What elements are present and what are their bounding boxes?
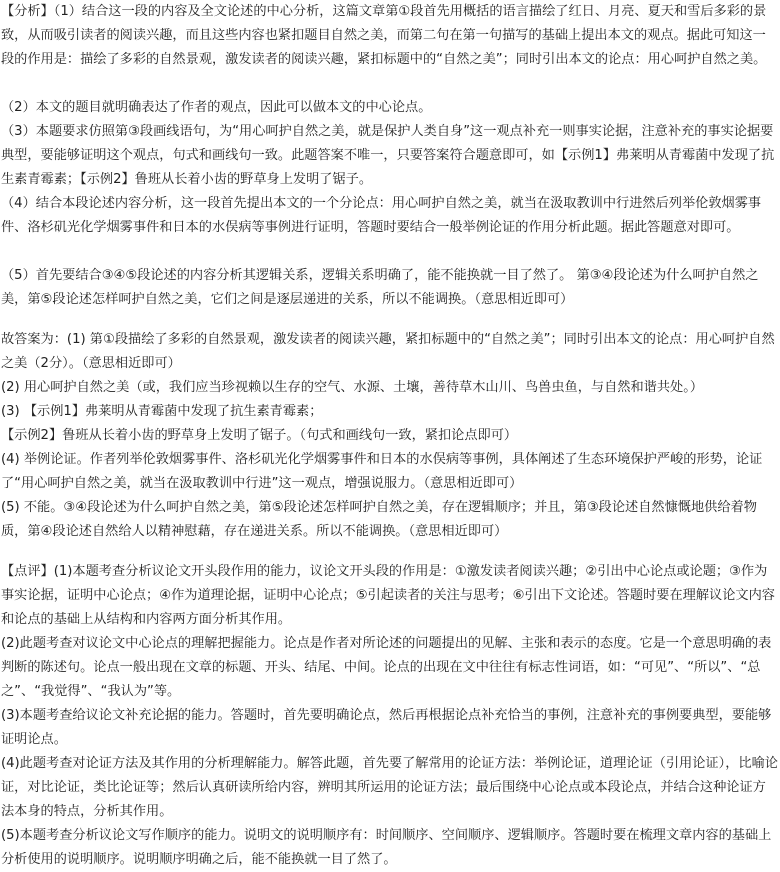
answer-4: (4) 举例论证。作者列举伦敦烟雾事件、洛杉矶光化学烟雾事件和日本的水俣病等事例，具体阐述了生态环境保护严峻的形势，论证了“用心呵护自然之美，就当在汲取教训中行进”这一观点，增强说服力。（意思相近即可） bbox=[1, 452, 763, 491]
answer-intro: 故答案为：(1) 第①段描绘了多彩的自然景观，激发读者的阅读兴趣，紧扣标题中的“自然之美”；同时引出本文的论点：用心呵护自然之美（2分）。（意思相近即可） bbox=[1, 332, 775, 371]
answer-3-example-1: (3) 【示例1】弗莱明从青霉菌中发现了抗生素青霉素； bbox=[1, 404, 323, 419]
answer-5: (5) 不能。③④段论述为什么呵护自然之美，第⑤段论述怎样呵护自然之美，存在逻辑顺序；并且，第③段论述自然慷慨地供给着物质，第④段论述自然给人以精神慰藉，存在递进关系。所以不能调换。（意思相近即可） bbox=[1, 500, 757, 539]
comment-4: (4)此题考查对论证方法及其作用的分析理解能力。解答此题，首先要了解常用的论证方法：举例论证，道理论证（引用论证），比喻论证，对比论证，类比论证等；然后认真研读所给内容，辨明其所运用的论证方法；最后围绕中心论点或本段论点，并结合这种论证方法本身的特点，分析其作用。 bbox=[1, 756, 778, 819]
comment-intro: 【点评】(1)本题考查分析议论文开头段作用的能力，议论文开头段的作用是：①激发读者阅读兴趣；②引出中心论点或论题；③作为事实论据，证明中心论点；④作为道理论据，证明中心论点；⑤引起读者的关注与思考；⑥引出下文论述。答题时要在理解议论文内容和论点的基础上从结构和内容两方面分析其作用。 bbox=[1, 564, 775, 627]
comment-5: (5)本题考查分析议论文写作顺序的能力。说明文的说明顺序有：时间顺序、空间顺序、逻辑顺序。答题时要在梳理文章内容的基础上分析使用的说明顺序。说明顺序明确之后，能不能换就一目了然了。 bbox=[1, 828, 772, 867]
analysis-item-2: （2）本文的题目就明确表达了作者的观点，因此可以做本文的中心论点。 bbox=[1, 100, 432, 115]
comment-2: (2)此题考查对议论文中心论点的理解把握能力。论点是作者对所论述的问题提出的见解、主张和表示的态度。它是一个意思明确的表判断的陈述句。论点一般出现在文章的标题、开头、结尾、中间。论点的出现在文中往往有标志性词语，如：“可见”、“所以”、“总之”、“我觉得”、“我认为”等。 bbox=[1, 636, 772, 699]
analysis-item-4: （4）结合本段论述内容分析，这一段首先提出本文的一个分论点：用心呵护自然之美，就当在汲取教训中行进然后列举伦敦烟雾事件、洛杉矶光化学烟雾事件和日本的水俣病等事例进行证明，答题时要结合一般举例论证的作用分析此题。据此答题意对即可。 bbox=[1, 196, 762, 235]
comment-3: (3)本题考查给议论文补充论据的能力。答题时，首先要明确论点，然后再根据论点补充恰当的事例，注意补充的事例要典型，要能够证明论点。 bbox=[1, 708, 772, 747]
answer-3-example-2: 【示例2】鲁班从长着小齿的野草身上发明了锯子。（句式和画线句一致，紧扣论点即可） bbox=[1, 428, 518, 443]
analysis-intro: 【分析】（1）结合这一段的内容及全文论述的中心分析，这篇文章第①段首先用概括的语言描绘了红日、月亮、夏天和雪后多彩的景致，从而吸引读者的阅读兴趣，而且这些内容也紧扣题目自然之美，而第二句在第一句描写的基础上提出本文的观点。据此可知这一段的作用是：描绘了多彩的自然景观，激发读者的阅读兴趣，紧扣标题中的“自然之美”；同时引出本文的论点：用心呵护自然之美。 bbox=[1, 4, 767, 67]
answer-2: (2) 用心呵护自然之美（或，我们应当珍视赖以生存的空气、水源、土壤，善待草木山川、鸟兽虫鱼，与自然和谐共处。） bbox=[1, 380, 704, 395]
analysis-item-3: （3）本题要求仿照第③段画线语句，为“用心呵护自然之美，就是保护人类自身”这一观点补充一则事实论据，注意补充的事实论据要典型，要能够证明这个观点，句式和画线句一致。此题答案不唯一，只要答案符合题意即可，如【示例1】弗莱明从青霉菌中发现了抗生素青霉素；【示例2】鲁班从长着小齿的野草身上发明了锯子。 bbox=[1, 124, 775, 187]
analysis-item-5: （5）首先要结合③④⑤段论述的内容分析其逻辑关系，逻辑关系明确了，能不能换就一目了然了。 第③④段论述为什么呵护自然之美，第⑤段论述怎样呵护自然之美，它们之间是逐层递进的关系，所以不能调换。（意思相近即可） bbox=[1, 268, 759, 307]
